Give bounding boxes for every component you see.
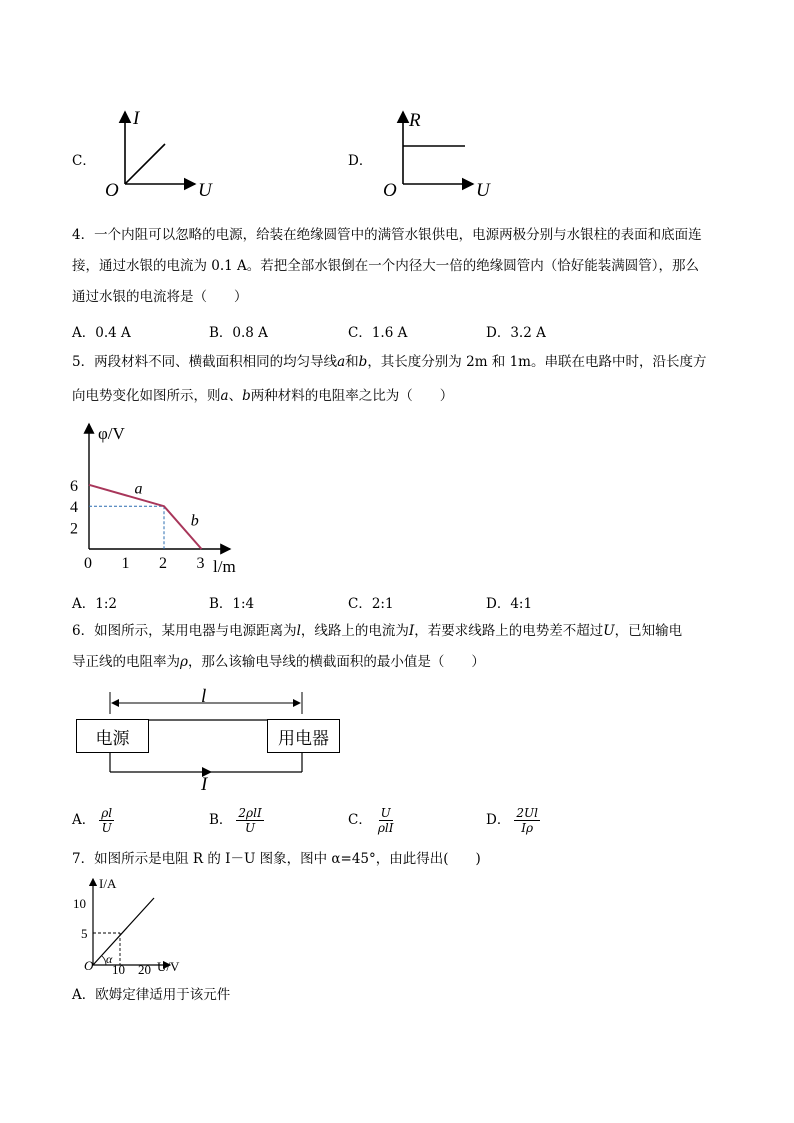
graph-c-y-label: I bbox=[133, 108, 140, 129]
q3-graph-c bbox=[100, 104, 220, 204]
current-label: I bbox=[201, 774, 208, 794]
q6-option-a: A． $\frac{\rho l}{U}$ bbox=[72, 806, 113, 835]
q5-option-a: A．1:2 bbox=[72, 596, 117, 612]
x-tick-label: 1 bbox=[121, 555, 130, 572]
q6-line-2: 导正线的电阻率为ρ，那么该输电导线的横截面积的最小值是（ ） bbox=[72, 654, 485, 670]
graph-d-x-label: U bbox=[476, 180, 490, 201]
q6-option-c: C． $\frac{U}{\text{ρlI}}$ bbox=[348, 806, 394, 835]
q7-iu-graph bbox=[70, 872, 200, 982]
q4-option-a: A．0.4 A bbox=[72, 325, 131, 341]
segment-label-a: a bbox=[134, 480, 143, 498]
q7-option-a: A．欧姆定律适用于该元件 bbox=[72, 987, 231, 1003]
graph-d-origin: O bbox=[383, 180, 397, 201]
x-tick-label: 2 bbox=[159, 555, 167, 572]
q7-angle: α bbox=[106, 952, 113, 966]
q7-line-1: 7．如图所示是电阻 R 的 I－U 图象，图中 α=45°，由此得出( ) bbox=[72, 851, 481, 867]
q5-option-b: B．1:4 bbox=[209, 596, 255, 612]
x-tick-label: 3 bbox=[196, 555, 205, 572]
graph-c-x-label: U bbox=[198, 180, 212, 201]
q7-y-tick-5: 5 bbox=[81, 926, 88, 941]
segment-label-b: b bbox=[190, 512, 199, 530]
q4-option-d: D．3.2 A bbox=[486, 325, 546, 341]
q5-option-c: C．2:1 bbox=[348, 596, 394, 612]
q6-line-1: 6．如图所示，某用电器与电源距离为l，线路上的电流为I，若要求线路上的电势差不超过U，已知输电 bbox=[72, 623, 683, 639]
graph-d-y-label: R bbox=[409, 110, 421, 131]
q5-line-2: 向电势变化如图所示，则a、b两种材料的电阻率之比为（ ） bbox=[72, 388, 454, 404]
q7-x-tick-10: 10 bbox=[112, 962, 125, 977]
q3-option-c-label: C． bbox=[72, 153, 96, 169]
load-device-box: 用电器 bbox=[267, 719, 340, 753]
q6-option-d: D． $\frac{2Ul}{I\rho}$ bbox=[486, 806, 538, 835]
q7-x-tick-20: 20 bbox=[138, 962, 151, 977]
q4-line-1: 4．一个内阻可以忽略的电源，给装在绝缘圆管中的满管水银供电，电源两极分别与水银柱的表面和底面连 bbox=[72, 227, 702, 243]
q7-origin: O bbox=[84, 958, 94, 973]
q4-option-b: B．0.8 A bbox=[209, 325, 268, 341]
power-source-box: 电源 bbox=[76, 719, 149, 753]
q3-option-d-label: D． bbox=[348, 153, 373, 169]
y-axis-label: φ/V bbox=[98, 424, 125, 443]
q6-option-b: B． $\frac{\text{2ρlI}}{U}$ bbox=[209, 806, 262, 835]
y-tick-label: 2 bbox=[70, 520, 78, 538]
q7-y-tick-10: 10 bbox=[73, 896, 86, 911]
y-tick-label: 4 bbox=[70, 499, 78, 517]
graph-c-origin: O bbox=[105, 180, 119, 201]
q5-line-1: 5．两段材料不同、横截面积相同的均匀导线a和b，其长度分别为 2m 和 1m。串联在电路中时，沿长度方 bbox=[72, 354, 707, 370]
q5-option-d: D．4:1 bbox=[486, 596, 533, 612]
y-tick-label: 6 bbox=[70, 477, 78, 495]
q4-line-3: 通过水银的电流将是（ ） bbox=[72, 289, 248, 305]
x-axis-label: l/m bbox=[213, 557, 236, 576]
x-tick-label: 0 bbox=[84, 555, 92, 572]
q7-y-label: I/A bbox=[99, 876, 117, 891]
q3-graph-d bbox=[378, 104, 498, 204]
q4-line-2: 接，通过水银的电流为 0.1 A。若把全部水银倒在一个内径大一倍的绝缘圆管内（恰好能装满圆管），那么 bbox=[72, 258, 700, 274]
length-label: l bbox=[201, 686, 207, 707]
q4-option-c: C．1.6 A bbox=[348, 325, 408, 341]
q7-x-label: U/V bbox=[157, 959, 180, 974]
series-line-0 bbox=[89, 485, 202, 549]
q5-potential-chart bbox=[66, 418, 256, 583]
